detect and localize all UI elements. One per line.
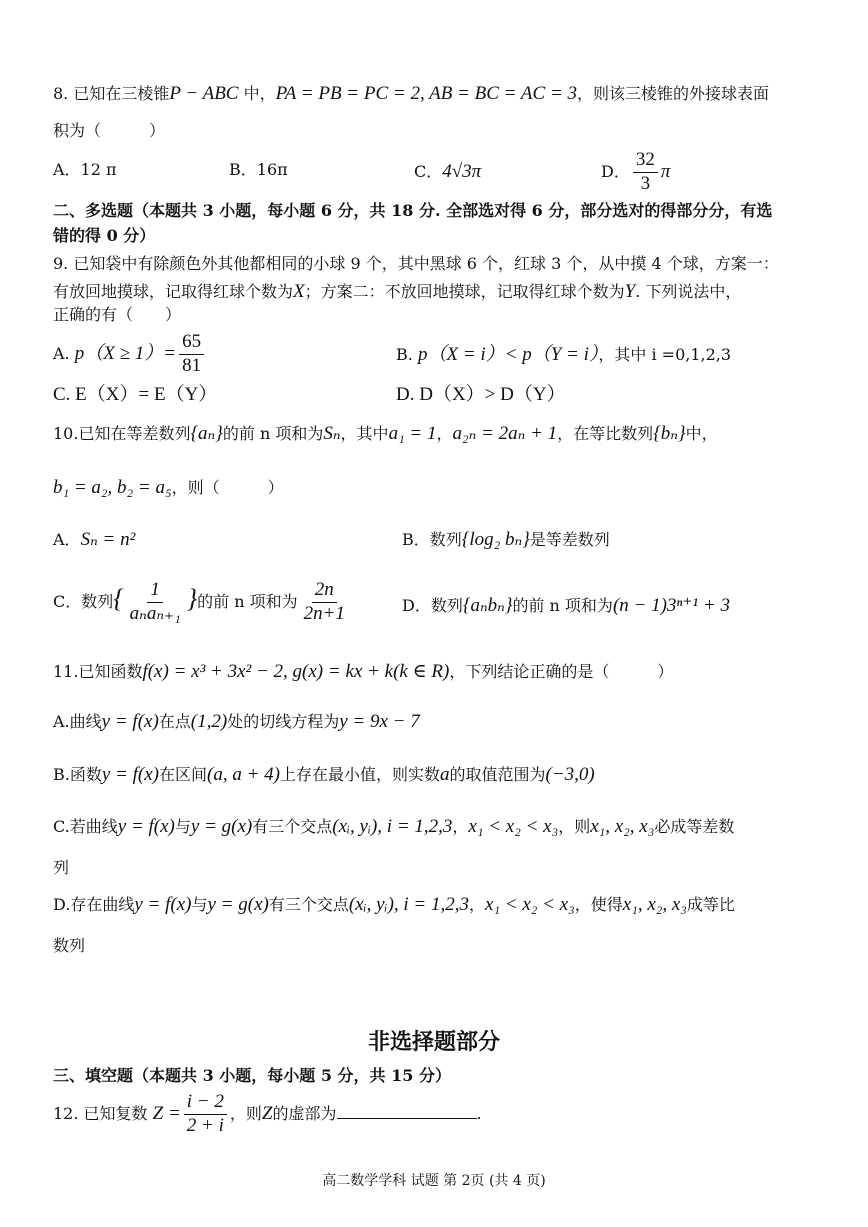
q11-option-d-b: 与	[191, 895, 208, 914]
q11-option-d-tail: 成等比	[686, 895, 735, 914]
q8-suffix: ，则该三棱锥的外接球表面	[577, 84, 770, 103]
q11-option-b	[53, 765, 595, 784]
q11-option-c-tail: 必成等差数	[654, 817, 735, 836]
q8-line1	[53, 84, 769, 103]
q11-option-c-order: x₁ < x₂ < x₃	[468, 816, 559, 837]
q10-line1-d: ，在等比数列	[557, 424, 654, 443]
section2-line1: 二、多选题（本题共 3 小题，每小题 6 分，共 18 分. 全部选对得 6 分，部分选对的得部分分，有选	[53, 201, 773, 220]
section3-heading: 三、填空题（本题共 3 小题，每小题 5 分，共 15 分）	[53, 1066, 451, 1085]
q10-cond1: a₁ = 1	[388, 423, 437, 444]
q10-line1-c: ，其中	[340, 424, 389, 443]
q12-answer-blank[interactable]	[337, 1100, 477, 1119]
q10-line1-a: 10.已知在等差数列	[53, 424, 191, 443]
q10-option-c-fraction2	[301, 580, 348, 625]
q9-option-a	[53, 332, 207, 377]
q12-den: 2 + i	[186, 1114, 224, 1136]
q11-option-c-c: 有三个交点	[252, 817, 333, 836]
q8-option-d-den: 3	[640, 172, 651, 194]
q11-option-b-range: (−3,0)	[545, 764, 595, 785]
q9-option-d: D. D（X）> D（Y）	[396, 384, 566, 405]
q10-line2	[53, 478, 284, 497]
q8-condition: PA = PB = PC = 2, AB = BC = AC = 3	[275, 83, 578, 104]
q11-option-c-g: y = g(x)	[190, 816, 253, 837]
q10-option-c-mid: 的前 n 项和为	[197, 591, 298, 611]
q11-option-d-order: x₁ < x₂ < x₃	[485, 894, 575, 915]
q11-option-b-interval: (a, a + 4)	[207, 764, 280, 785]
q10-option-c-label: C．数列	[53, 591, 114, 611]
q10-line1	[53, 424, 718, 443]
q10-option-a-expr: Sₙ = n²	[80, 529, 136, 550]
q9-option-b-label: B.	[396, 345, 413, 364]
q10-line2-expr: b₁ = a₂, b₂ = a₅	[53, 477, 172, 498]
q12-end: .	[476, 1103, 482, 1123]
q10-option-c: C．数列{ $\frac{1}{\text{aₙaₙ₊₁}}$ }的前 n 项和为 $\frac{2n}{2n+1}$	[53, 580, 351, 625]
q11-option-d-line2: 数列	[53, 936, 86, 955]
q9-option-a-expr: p（X ≥ 1）=	[74, 342, 177, 364]
q11-option-b-d: 的取值范围为	[449, 765, 546, 784]
q11-option-c-b: 与	[174, 817, 191, 836]
q11-line1-b: ，下列结论正确的是（ ）	[449, 662, 674, 681]
q10-option-b	[402, 530, 610, 549]
q9-option-c: C. E（X）= E（Y）	[53, 384, 218, 405]
q10-option-c-den: aₙaₙ₊₁	[129, 602, 181, 624]
q11-line1-a: 11.已知函数	[53, 662, 143, 681]
q8-option-c-value: 4√3π	[442, 161, 482, 182]
q11-option-b-b: 在区间	[158, 765, 207, 784]
q8-option-d-pi: π	[660, 160, 671, 182]
q11-option-a-b: 在点	[158, 712, 191, 731]
q11-option-d-points: (xᵢ, yᵢ), i = 1,2,3	[348, 894, 469, 915]
q12-mid: ，则	[229, 1103, 262, 1123]
q10-seq-b: {bₙ}	[653, 423, 686, 444]
q12-line	[53, 1092, 482, 1137]
q9-option-a-num: 65	[179, 332, 204, 355]
q9-line2	[53, 282, 741, 301]
q10-line1-b: 的前 n 项和为	[222, 424, 324, 443]
q10-option-d	[402, 596, 730, 615]
q9-option-a-fraction	[179, 332, 204, 377]
q9-var-y: Y	[624, 281, 636, 302]
q8-option-c-label: C．	[414, 162, 443, 181]
q11-option-c-a: C.若曲线	[53, 817, 118, 836]
q11-option-c-d: ，	[452, 817, 469, 836]
q11-functions: f(x) = x³ + 3x² − 2, g(x) = kx + k(k ∈ R)	[142, 661, 450, 682]
q10-sep: ，	[436, 424, 453, 443]
q10-option-c-num: 1	[147, 580, 163, 603]
q11-option-c-line2: 列	[53, 858, 70, 877]
section2-line2: 错的得 0 分）	[53, 226, 156, 245]
section-nonchoice-title: 非选择题部分	[367, 1030, 500, 1055]
q10-line2-tail: ，则（ ）	[171, 478, 284, 497]
q10-option-b-expr: {log₂ bₙ}	[461, 529, 530, 550]
q12-prefix: 12. 已知复数	[53, 1103, 148, 1123]
q11-option-d-c: 有三个交点	[268, 895, 349, 914]
q9-var-x: X	[293, 281, 305, 302]
q11-option-d-xs: x₁, x₂, x₃	[622, 894, 687, 915]
q11-option-c-xs: x₁, x₂, x₃	[590, 816, 655, 837]
q8-option-d-fraction	[633, 150, 658, 195]
q8-tetrahedron: P − ABC	[169, 83, 239, 104]
q10-option-a-label: A．	[53, 530, 81, 549]
q11-option-c-e: ，则	[558, 817, 591, 836]
q12-z: Z =	[152, 1102, 181, 1124]
q9-line1: 9. 已知袋中有除颜色外其他都相同的小球 9 个，其中黑球 6 个，红球 3 个，从中摸 4 个球，方案一：	[53, 254, 779, 273]
q8-text: 8. 已知在三棱锥	[53, 84, 170, 103]
q10-option-a	[53, 530, 135, 549]
q10-seq-a: {aₙ}	[190, 423, 223, 444]
q8-option-d-label: D．	[601, 161, 630, 181]
q11-option-c-f: y = f(x)	[117, 816, 175, 837]
q12-num: i − 2	[184, 1092, 227, 1115]
q10-option-b-label: B．数列	[402, 530, 462, 549]
q12-tail: 的虚部为	[272, 1103, 337, 1123]
q8-option-d-num: 32	[633, 150, 658, 173]
q12-fraction	[184, 1092, 227, 1137]
q11-option-d-a: D.存在曲线	[53, 895, 135, 914]
q11-option-d-d: ，	[469, 895, 486, 914]
q9-option-a-den: 81	[182, 354, 202, 376]
q10-option-b-tail: 是等差数列	[529, 530, 610, 549]
q9-line2-a: 有放回地摸球，记取得红球个数为	[53, 282, 294, 301]
q11-option-a-a: A.曲线	[53, 712, 102, 731]
q11-option-a-f: y = f(x)	[101, 711, 159, 732]
q11-option-c	[53, 817, 734, 836]
q9-line2-c: . 下列说法中，	[635, 282, 742, 301]
q8-option-b: B．16π	[229, 160, 288, 179]
q11-option-a-c: 处的切线方程为	[227, 712, 340, 731]
q11-option-c-points: (xᵢ, yᵢ), i = 1,2,3	[332, 816, 453, 837]
q10-option-d-mid: 的前 n 项和为	[512, 596, 613, 615]
q9-line2-b: ；方案二：不放回地摸球，记取得红球个数为	[304, 282, 625, 301]
q11-option-a-point: (1,2)	[190, 711, 228, 732]
q8-option-a: A．12 π	[53, 160, 117, 179]
q11-option-d-g: y = g(x)	[207, 894, 269, 915]
q11-option-b-a: B.函数	[53, 765, 102, 784]
q9-option-b-expr: p（X = i）< p（Y = i）	[417, 344, 599, 365]
q10-sn: Sₙ	[323, 423, 341, 444]
q11-option-b-f: y = f(x)	[101, 764, 159, 785]
q8-option-c	[414, 162, 481, 181]
q10-option-d-label: D．数列	[402, 596, 463, 615]
q11-option-b-var: a	[440, 764, 450, 785]
q10-option-c-fraction	[127, 580, 184, 625]
q9-option-a-label: A.	[53, 343, 70, 363]
q9-line3: 正确的有（ ）	[53, 305, 182, 324]
page-footer: 高二数学学科 试题 第 2页 (共 4 页)	[322, 1173, 546, 1189]
q11-line1	[53, 662, 673, 681]
q9-option-b	[396, 345, 731, 364]
q11-option-a	[53, 712, 420, 731]
q10-option-d-value: (n − 1)3ⁿ⁺¹ + 3	[612, 595, 730, 616]
q10-option-c-den2: 2n+1	[303, 602, 345, 624]
q8-line2: 积为（ ）	[53, 121, 166, 140]
q10-option-c-num2: 2n	[312, 580, 337, 603]
q11-option-d-f: y = f(x)	[134, 894, 192, 915]
q11-option-b-c: 上存在最小值，则实数	[279, 765, 440, 784]
q11-option-d-e: ，使得	[574, 895, 623, 914]
q9-option-b-tail: ，其中 i =0,1,2,3	[598, 345, 732, 364]
q10-line1-e: 中，	[685, 424, 718, 443]
q8-mid: 中，	[238, 84, 276, 103]
q10-cond2: a₂ₙ = 2aₙ + 1	[452, 423, 558, 444]
q8-option-d	[601, 150, 670, 195]
q12-z2: Z	[261, 1102, 273, 1124]
q11-option-a-eq: y = 9x − 7	[339, 711, 420, 732]
q10-option-d-expr: {aₙbₙ}	[462, 595, 513, 616]
q11-option-d	[53, 895, 735, 914]
